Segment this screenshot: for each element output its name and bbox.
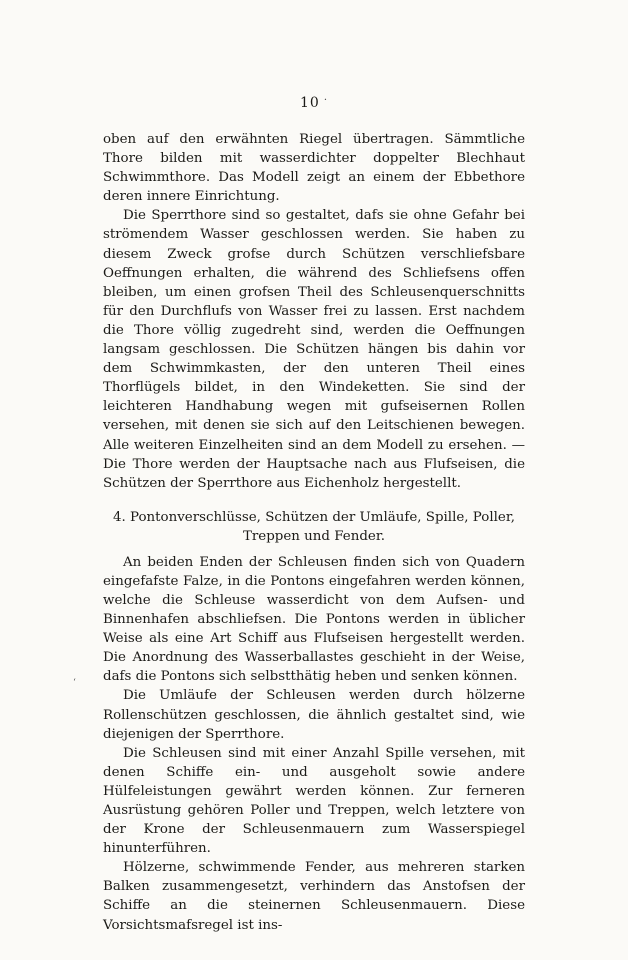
section-heading-line-2: Treppen und Fender. (242, 529, 386, 545)
page-number-value: 10 (299, 95, 320, 111)
paragraph-pontons: An beiden Enden der Schleusen finden sich von Quadern eingefafste Falze, in die Pontons eingefahren werden können, welche die Schleuse wasserdicht von dem Aufsen- und Binnenhafen abschliefsen. Die Pontons werden in üblicher Weise als eine Art Schiff aus Flufseisen hergestellt werden. Die Anordnung des Wasserballastes geschieht in der Weise, dafs die Pontons sich selbstthätig heben und senken können. (103, 554, 525, 685)
paragraph-sperrthore: Die Sperrthore sind so gestaltet, dafs sie ohne Gefahr bei strömendem Wasser geschlossen werden. Sie haben zu diesem Zweck grofse durch Schützen verschliefsbare Oeffnungen erhalten, die während des Schliefsens offen bleiben, um einen grofsen Theil des Schleusenquerschnitts für den Durchflufs von Wasser frei zu lassen. Erst nachdem die Thore völlig zugedreht sind, werden die Oeffnungen langsam geschlossen. Die Schützen hängen bis dahin vor dem Schwimmkasten, der den unteren Theil eines Thorflügels bildet, in den Windeketten. Sie sind der leichteren Handhabung wegen mit gufseisernen Rollen versehen, mit denen sie sich auf den Leitschienen bewegen. Alle weiteren Einzelheiten sind an dem Modell zu ersehen. — Die Thore werden der Hauptsache nach aus Flufseisen, die Schützen der Sperrthore aus Eichenholz hergestellt. (103, 208, 525, 491)
margin-mark: ‘ (73, 678, 76, 688)
paragraph-fender: Hölzerne, schwimmende Fender, aus mehreren starken Balken zusammengesetzt, verhindern das Anstofsen der Schiffe an die steinernen Schleusenmauern. Diese Vorsichtsmafsregel ist ins- (103, 860, 525, 933)
paragraph-spille: Die Schleusen sind mit einer Anzahl Spille versehen, mit denen Schiffe ein- und ausgeholt sowie andere Hülfeleistungen gewährt werden können. Zur ferneren Ausrüstung gehören Poller und Treppen, welch letztere von der Krone der Schleusenmauern zum Wasserspiegel hinunterführen. (103, 745, 525, 857)
page-number (0, 95, 628, 111)
section-heading (103, 508, 525, 547)
body-text (103, 130, 525, 935)
paragraph-umlaeufe: Die Umläufe der Schleusen werden durch hölzerne Rollenschützen geschlossen, die ähnlich gestaltet sind, wie diejenigen der Sperrthore. (103, 688, 525, 742)
section-heading-line-1: 4. Pontonverschlüsse, Schützen der Umläufe, Spille, Poller, (112, 509, 516, 525)
page-number-mark: · (323, 95, 328, 106)
paragraph-continued: oben auf den erwähnten Riegel übertragen. Sämmtliche Thore bilden mit wasserdichter doppelter Blechhaut Schwimmthore. Das Modell zeigt an einem der Ebbethore deren innere Einrichtung. (103, 132, 525, 205)
